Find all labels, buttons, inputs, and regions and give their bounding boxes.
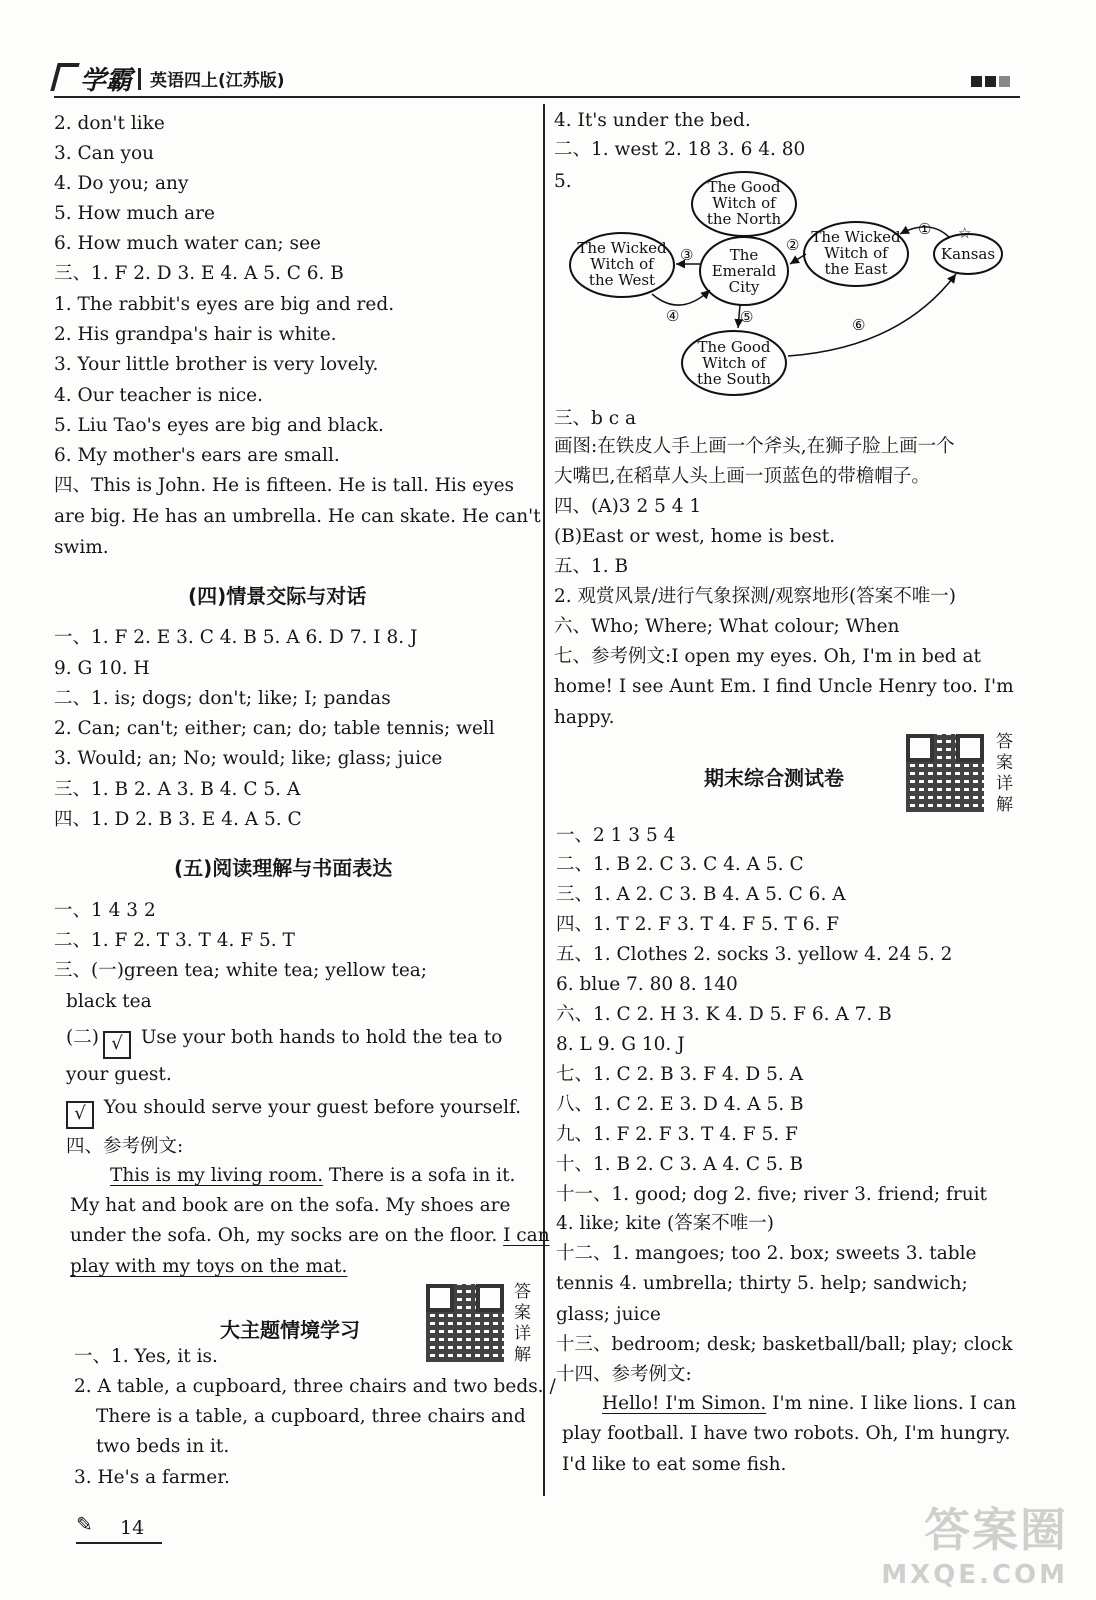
answer-line: 四、1. D 2. B 3. E 4. A 5. C (54, 809, 302, 830)
underlined-text: I can (503, 1225, 550, 1246)
node-label: The Good (697, 338, 771, 356)
answer-line: 一、1. Yes, it is. (74, 1346, 218, 1367)
node-label: the North (706, 210, 782, 228)
qr-code-icon[interactable] (906, 734, 984, 812)
underlined-text: Hello! I'm Simon. (602, 1393, 767, 1414)
answer-line: swim. (54, 537, 109, 558)
answer-line: 五、1. B (554, 556, 629, 577)
story-route-diagram (560, 168, 1030, 404)
node-label: The Good (707, 178, 781, 196)
answer-line: your guest. (66, 1064, 172, 1085)
watermark-url: MXQE.COM (881, 1560, 1068, 1590)
step-label: ② (786, 236, 800, 254)
answer-line: I'd like to eat some fish. (562, 1454, 787, 1475)
answer-line: 一、1 4 3 2 (54, 900, 156, 921)
answer-line: 6. blue 7. 80 8. 140 (556, 974, 738, 995)
answer-line: 3. Your little brother is very lovely. (54, 354, 379, 375)
answer-line: 4. like; kite (答案不唯一) (556, 1213, 774, 1234)
section-title: (四)情景交际与对话 (188, 584, 367, 608)
node-label: the South (697, 370, 771, 388)
watermark-logo: 答案圈 (924, 1503, 1068, 1557)
header-separator (138, 68, 141, 90)
answer-line: 5. (554, 171, 572, 192)
answer-line: are big. He has an umbrella. He can skate. He can't (54, 506, 541, 527)
step-label: ① (918, 220, 932, 238)
answer-line: 二、1. west 2. 18 3. 6 4. 80 (554, 139, 806, 160)
node-label: the East (824, 260, 888, 278)
answer-line: 二、1. B 2. C 3. C 4. A 5. C (556, 854, 804, 875)
answer-line: 3. He's a farmer. (74, 1467, 230, 1488)
answer-line: 四、参考例文: (66, 1136, 184, 1157)
answer-line (70, 1222, 550, 1250)
answer-line: 七、参考例文:I open my eyes. Oh, I'm in bed at (554, 646, 981, 667)
answer-text: I'm nine. I like lions. I can (772, 1393, 1017, 1414)
pencil-icon: ✎ (76, 1512, 93, 1536)
qr-code-icon[interactable] (426, 1284, 504, 1362)
answer-line (110, 1162, 515, 1190)
node-label: Witch of (702, 354, 766, 372)
node-label: Witch of (712, 194, 776, 212)
answer-line: black tea (66, 991, 152, 1012)
node-label: The Wicked (811, 228, 901, 246)
answer-line: 三、1. F 2. D 3. E 4. A 5. C 6. B (54, 263, 344, 284)
answer-line: 三、1. B 2. A 3. B 4. C 5. A (54, 779, 301, 800)
answer-line: 画图:在铁皮人手上画一个斧头,在狮子脸上画一个 (554, 436, 955, 457)
answer-line: tennis 4. umbrella; thirty 5. help; sandwich; (556, 1273, 968, 1294)
qr-label: 答案详解 (514, 1282, 531, 1365)
underlined-text: play with my toys on the mat. (70, 1256, 348, 1277)
answer-line: My hat and book are on the sofa. My shoes are (70, 1195, 511, 1216)
qr-label: 答案详解 (996, 732, 1013, 815)
section-title: 大主题情境学习 (220, 1318, 360, 1342)
answer-line: 五、1. Clothes 2. socks 3. yellow 4. 24 5. 2 (556, 944, 953, 965)
step-label: ③ (680, 246, 694, 264)
answer-text: You should serve your guest before yourself. (103, 1097, 522, 1118)
answer-line: happy. (554, 707, 615, 728)
answer-line: 6. My mother's ears are small. (54, 445, 340, 466)
answer-line (70, 1253, 347, 1281)
answer-line: 四、(A)3 2 5 4 1 (554, 496, 702, 517)
answer-line: 9. G 10. H (54, 658, 150, 679)
answer-line: 5. How much are (54, 203, 215, 224)
answer-line: 3. Would; an; No; would; like; glass; juice (54, 748, 443, 769)
answer-line: 2. don't like (54, 113, 165, 134)
part-label: (二) (66, 1027, 99, 1048)
step-label: ⑥ (852, 316, 866, 334)
answer-line: 4. It's under the bed. (554, 110, 751, 131)
arrow-6 (788, 274, 956, 356)
arrow-4 (652, 290, 710, 305)
answer-line: 2. A table, a cupboard, three chairs and two beds. / (74, 1376, 556, 1397)
answer-line: 六、1. C 2. H 3. K 4. D 5. F 6. A 7. B (556, 1004, 892, 1025)
answer-line: 3. Can you (54, 143, 155, 164)
answer-line: 三、1. A 2. C 3. B 4. A 5. C 6. A (556, 884, 846, 905)
node-label: Emerald (711, 262, 777, 280)
answer-line: glass; juice (556, 1304, 661, 1325)
answer-line (66, 1094, 521, 1129)
answer-line: 4. Our teacher is nice. (54, 385, 264, 406)
answer-line: 一、2 1 3 5 4 (556, 825, 676, 846)
answer-line: 四、This is John. He is fifteen. He is tall. His eyes (54, 475, 515, 496)
answer-text: Use your both hands to hold the tea to (140, 1027, 503, 1048)
answer-text: There is a sofa in it. (328, 1165, 516, 1186)
node-label: Witch of (824, 244, 888, 262)
answer-line: 十三、bedroom; desk; basketball/ball; play; clock (556, 1334, 1013, 1355)
answer-line: home! I see Aunt Em. I find Uncle Henry too. I'm (554, 676, 1014, 697)
node-label: City (728, 278, 760, 296)
answer-line: play football. I have two robots. Oh, I'm hungry. (562, 1423, 1011, 1444)
step-label: ⑤ (740, 308, 754, 326)
node-label: Witch of (590, 255, 654, 273)
answer-line: 三、(一)green tea; white tea; yellow tea; (54, 960, 428, 981)
page-number: 14 (120, 1517, 145, 1539)
answer-line: 8. L 9. G 10. J (556, 1034, 685, 1055)
site-watermark (881, 1494, 1068, 1590)
answer-line (66, 1024, 502, 1059)
answer-line: (B)East or west, home is best. (554, 526, 836, 547)
answer-line: 5. Liu Tao's eyes are big and black. (54, 415, 384, 436)
answer-line (602, 1390, 1016, 1418)
answer-line: 六、Who; Where; What colour; When (554, 616, 900, 637)
brand-logo (54, 60, 132, 97)
step-label: ④ (666, 307, 680, 325)
footer-rule (76, 1542, 162, 1544)
answer-text: under the sofa. Oh, my socks are on the floor. (70, 1225, 498, 1246)
header-squares (968, 72, 1010, 91)
section-title: (五)阅读理解与书面表达 (174, 856, 393, 880)
answer-line: 2. His grandpa's hair is white. (54, 324, 337, 345)
section-title: 期末综合测试卷 (704, 766, 844, 790)
check-box: √ (103, 1031, 131, 1059)
answer-line: 四、1. T 2. F 3. T 4. F 5. T 6. F (556, 914, 840, 935)
answer-line: There is a table, a cupboard, three chairs and (96, 1406, 526, 1427)
node-label: Kansas (940, 245, 996, 263)
answer-line: 6. How much water can; see (54, 233, 321, 254)
answer-line: 七、1. C 2. B 3. F 4. D 5. A (556, 1064, 803, 1085)
answer-line: 1. The rabbit's eyes are big and red. (54, 294, 395, 315)
answer-line: 4. Do you; any (54, 173, 189, 194)
answer-line: 一、1. F 2. E 3. C 4. B 5. A 6. D 7. I 8. J (54, 627, 418, 648)
answer-line: 八、1. C 2. E 3. D 4. A 5. B (556, 1094, 804, 1115)
answer-line: 三、b c a (554, 408, 636, 429)
node-label: The (729, 246, 759, 264)
answer-line: 二、1. F 2. T 3. T 4. F 5. T (54, 930, 295, 951)
answer-line: 二、1. is; dogs; don't; like; I; pandas (54, 688, 391, 709)
node-label: The Wicked (577, 239, 667, 257)
column-divider (543, 104, 545, 1496)
answer-line: 十四、参考例文: (556, 1364, 692, 1385)
answer-line: 九、1. F 2. F 3. T 4. F 5. F (556, 1124, 798, 1145)
underlined-text: This is my living room. (110, 1165, 324, 1186)
answer-line: 十、1. B 2. C 3. A 4. C 5. B (556, 1154, 804, 1175)
star-icon: ☆ (958, 224, 972, 242)
answer-line: 十二、1. mangoes; too 2. box; sweets 3. table (556, 1243, 977, 1264)
answer-line: 十一、1. good; dog 2. five; river 3. friend; fruit (556, 1184, 987, 1205)
answer-line: 大嘴巴,在稻草人头上画一顶蓝色的带檐帽子。 (554, 466, 930, 487)
answer-line: 2. Can; can't; either; can; do; table tennis; well (54, 718, 495, 739)
logo-text: 学霸 (80, 66, 133, 96)
answer-line: two beds in it. (96, 1436, 230, 1457)
node-label: the West (588, 271, 656, 289)
check-box: √ (66, 1101, 94, 1129)
page-header (54, 58, 1020, 98)
answer-line: 2. 观赏风景/进行气象探测/观察地形(答案不唯一) (554, 586, 956, 607)
book-title: 英语四上(江苏版) (150, 71, 285, 91)
graduation-cap-icon (50, 63, 80, 91)
